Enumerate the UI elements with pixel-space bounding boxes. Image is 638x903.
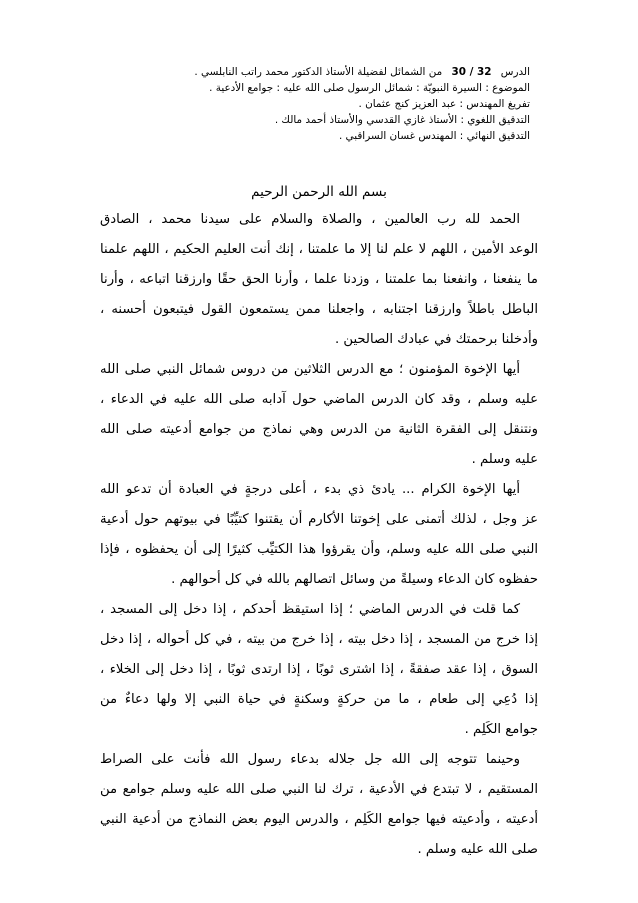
final-review-line: التدقيق النهائي : المهندس غسان السراقبي .: [338, 130, 530, 142]
paragraph-line: عز وجل ، لذلك أتمنى على إخوتنا الأكارم أن يقتنوا كتيِّبًا في بيوتهم حول أدعية: [100, 512, 538, 527]
lesson-number: 30 / 32: [451, 66, 492, 78]
lesson-header: [110, 64, 530, 144]
lesson-label: الدرس: [500, 66, 530, 78]
proofreading-line: التدقيق اللغوي : الأستاذ غازي القدسي والأستاذ أحمد مالك .: [274, 114, 530, 126]
paragraph-line: الباطل باطلاً وارزقنا اجتنابه ، واجعلنا ممن يستمعون القول فيتبعون أحسنه ،: [100, 302, 538, 317]
paragraph-line: إذا خرج من المسجد ، إذا دخل بيته ، إذا خرج من بيته ، في كل أحواله ، إذا دخل: [100, 632, 538, 647]
paragraph-line: وحينما تتوجه إلى الله جل جلاله بدعاء رسول الله فأنت على الصراط: [100, 752, 520, 767]
paragraph-line: إذا دُعِي إلى طعام ، ما من حركةٍ وسكنةٍ في حياة النبي إلا ولها دعاءٌ من: [100, 692, 538, 707]
paragraph-line: حفظوه كان الدعاء وسيلةً من وسائل اتصالهم بالله في كل أحوالهم .: [171, 572, 538, 587]
basmala-heading: بسم الله الرحمن الرحيم: [251, 184, 387, 200]
paragraph-line: أيها الإخوة الكرام ... يادئ ذي بدء ، أعلى درجةٍ في العبادة أن تدعو الله: [100, 482, 520, 497]
paragraph-line: عليه وسلم .: [471, 452, 538, 467]
lesson-line: [110, 64, 530, 80]
paragraph-line: وأدخلنا برحمتك في عبادك الصالحين .: [335, 332, 538, 347]
paragraph-line: الحمد لله رب العالمين ، والصلاة والسلام على سيدنا محمد ، الصادق: [100, 212, 520, 227]
paragraph-line: المستقيم ، لا تبتدع في الأدعية ، ترك لنا النبي صلى الله عليه وسلم جوامع من: [100, 782, 538, 797]
paragraph-line: أدعيته ، وأدعيته فيها جوامع الكَلِم ، والدرس اليوم بعض النماذج من أدعية النبي: [100, 812, 538, 827]
transcription-line: تفريغ المهندس : عبد العزيز كنج عثمان .: [358, 98, 530, 110]
paragraph-line: ما ينفعنا ، وانفعنا بما علمتنا ، وزدنا علما ، وأرنا الحق حقًا وارزقنا اتباعه ، وأرنا: [100, 272, 538, 287]
paragraph-line: السوق ، إذا عقد صفقةً ، إذا اشترى ثوبًا ، إذا ارتدى ثوبًا ، إذا دخل إلى الخلاء ،: [100, 662, 538, 677]
paragraph-line: الوعد الأمين ، اللهم لا علم لنا إلا ما علمتنا ، إنك أنت العليم الحكيم ، اللهم علمنا: [100, 242, 538, 257]
paragraph-line: عليه وسلم ، وقد كان الدرس الماضي حول آدابه صلى الله عليه في الدعاء ،: [100, 392, 538, 407]
paragraph-line: ونتنقل إلى الفقرة الثانية من الدرس وهي نماذج من جوامع أدعيته صلى الله: [100, 422, 538, 437]
topic-line: الموضوع : السيرة النبويّة : شمائل الرسول صلى الله عليه : جوامع الأدعية .: [209, 82, 530, 94]
paragraph-line: أيها الإخوة المؤمنون ؛ مع الدرس الثلاثين من دروس شمائل النبي صلى الله: [100, 362, 520, 377]
paragraph-line: النبي صلى الله عليه وسلم، وأن يقرؤوا هذا الكتيِّب كثيرًا إلى أن يحفظوه ، فإذا: [100, 542, 538, 557]
lesson-title: من الشمائل لفضيلة الأستاذ الدكتور محمد راتب النابلسي .: [194, 66, 443, 78]
paragraph-line: جوامع الكَلِم .: [464, 722, 538, 737]
paragraph-line: صلى الله عليه وسلم .: [417, 842, 538, 857]
paragraph-line: كما قلت في الدرس الماضي ؛ إذا استيقظ أحدكم ، إذا دخل إلى المسجد ،: [100, 602, 520, 617]
